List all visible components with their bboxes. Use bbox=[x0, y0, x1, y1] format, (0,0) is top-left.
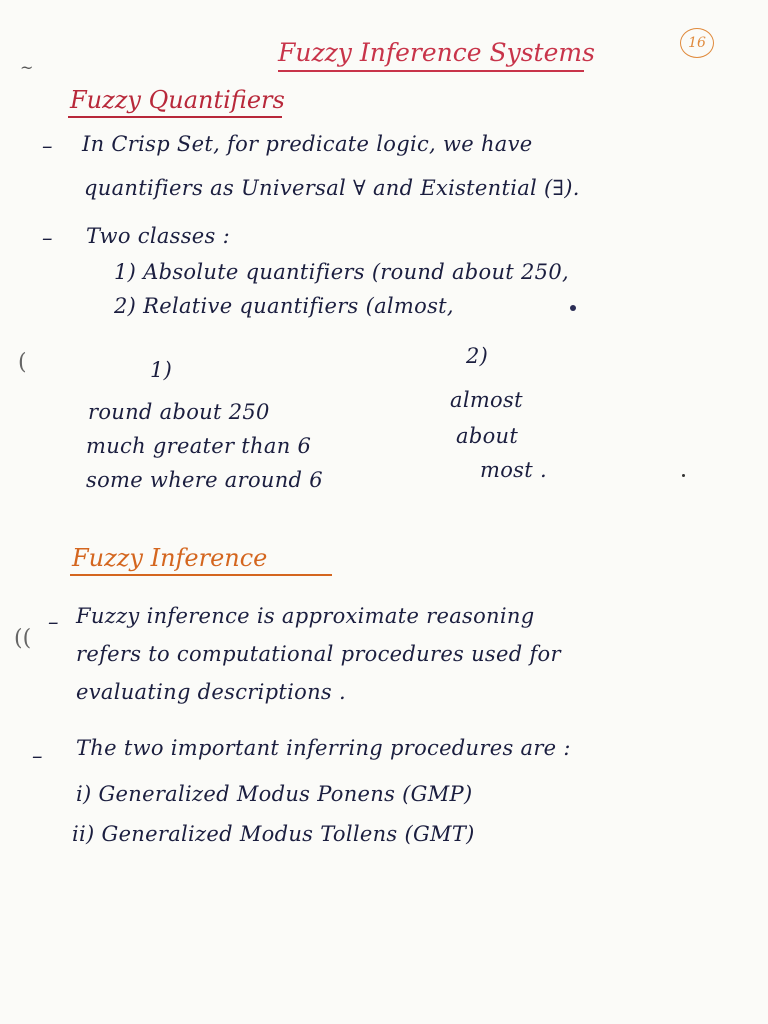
bullet-dash: – bbox=[32, 744, 43, 768]
bullet-dash: – bbox=[42, 226, 53, 250]
heading-underline bbox=[68, 116, 282, 118]
page-number: 16 bbox=[688, 35, 706, 51]
binder-hole-mark: ( bbox=[18, 350, 27, 375]
column1-header: 1) bbox=[150, 358, 173, 382]
bullet2-text: Two classes : bbox=[86, 224, 230, 248]
bullet1-line1: In Crisp Set, for predicate logic, we have bbox=[82, 132, 533, 156]
ink-blot bbox=[570, 305, 576, 311]
class1-text: 1) Absolute quantifiers (round about 250, bbox=[114, 260, 569, 284]
column2-item: almost bbox=[450, 388, 523, 412]
item-gmp: i) Generalized Modus Ponens (GMP) bbox=[76, 782, 473, 806]
page-number-badge bbox=[680, 28, 714, 58]
para-line3: evaluating descriptions . bbox=[76, 680, 346, 704]
para-line2: refers to computational procedures used for bbox=[76, 642, 561, 666]
column2-item: most . bbox=[480, 458, 547, 482]
stray-dot bbox=[682, 474, 685, 477]
page-title: Fuzzy Inference Systems bbox=[278, 38, 595, 67]
column1-item: round about 250 bbox=[88, 400, 270, 424]
column1-item: some where around 6 bbox=[86, 468, 323, 492]
margin-mark: ~ bbox=[20, 58, 34, 77]
heading-underline bbox=[70, 574, 332, 576]
para-line1: Fuzzy inference is approximate reasoning bbox=[76, 604, 535, 628]
item-gmt: ii) Generalized Modus Tollens (GMT) bbox=[72, 822, 475, 846]
bullet-dash: – bbox=[48, 610, 59, 634]
section-heading-fuzzy-quantifiers: Fuzzy Quantifiers bbox=[70, 86, 285, 114]
bullet-dash: – bbox=[42, 134, 53, 158]
title-underline bbox=[278, 70, 584, 72]
binder-hole-mark: (( bbox=[14, 626, 32, 651]
bullet1-line2: quantifiers as Universal ∀ and Existential (∃). bbox=[84, 176, 580, 200]
bullet2-text: The two important inferring procedures are : bbox=[76, 736, 571, 760]
class2-text: 2) Relative quantifiers (almost, bbox=[114, 294, 454, 318]
column2-header: 2) bbox=[466, 344, 489, 368]
column2-item: about bbox=[456, 424, 519, 448]
column1-item: much greater than 6 bbox=[86, 434, 312, 458]
section-heading-fuzzy-inference: Fuzzy Inference bbox=[72, 544, 268, 572]
